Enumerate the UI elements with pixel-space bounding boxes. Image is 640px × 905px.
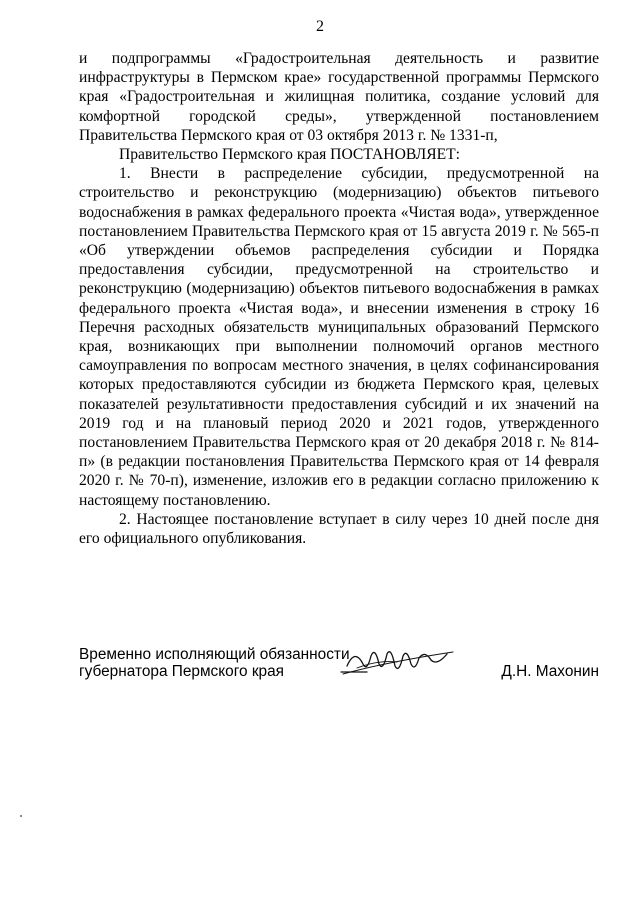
handwritten-signature — [337, 642, 457, 682]
paragraph-preamble: и подпрограммы «Градостроительная деятельность и развитие инфраструктуры в Пермском крае» государственной программы Пермского края «Градостроительная и жилищная политика, создание условий для комфортной городской среды», утвержденной постановлением Правительства Пермского края от 03 октября 2013 г. № 1331-п, — [79, 50, 599, 144]
signatory-title-line2: губернатора Пермского края — [79, 663, 285, 680]
signature-block — [79, 646, 599, 696]
margin-mark — [20, 815, 22, 817]
document-body — [79, 49, 599, 548]
signatory-title — [79, 646, 350, 680]
signatory-title-line1: Временно исполняющий обязанности — [79, 646, 350, 663]
page-number: 2 — [316, 18, 324, 35]
paragraph-item-2: 2. Настоящее постановление вступает в силу через 10 дней после дня его официального опубликования. — [79, 510, 599, 548]
paragraph-resolution: Правительство Пермского края ПОСТАНОВЛЯЕТ: — [119, 146, 460, 164]
signatory-name: Д.Н. Махонин — [501, 663, 599, 680]
paragraph-item-1: 1. Внести в распределение субсидии, предусмотренной на строительство и реконструкцию (модернизацию) объектов питьевого водоснабжения в рамках федерального проекта «Чистая вода», утвержденное постановлением Правительства Пермского края от 15 августа 2019 г. № 565-п «Об утверждении объемов распределения субсидии и Порядка предоставления субсидии, предусмотренной на строительство и реконструкцию (модернизацию) объектов питьевого водоснабжения в рамках федерального проекта «Чистая вода», и внесении изменения в строку 16 Перечня расходных обязательств муниципальных образований Пермского края, возникающих при выполнении полномочий органов местного самоуправления по вопросам местного значения, в целях софинансирования которых предоставляются субсидии из бюджета Пермского края, целевых показателей результативности предоставления субсидий и их значений на 2019 год и на плановый период 2020 и 2021 годов, утвержденного постановлением Правительства Пермского края от 20 декабря 2018 г. № 814-п» (в редакции постановления Правительства Пермского края от 14 февраля 2020 г. № 70-п), изменение, изложив его в редакции согласно приложению к настоящему постановлению. — [79, 165, 599, 509]
